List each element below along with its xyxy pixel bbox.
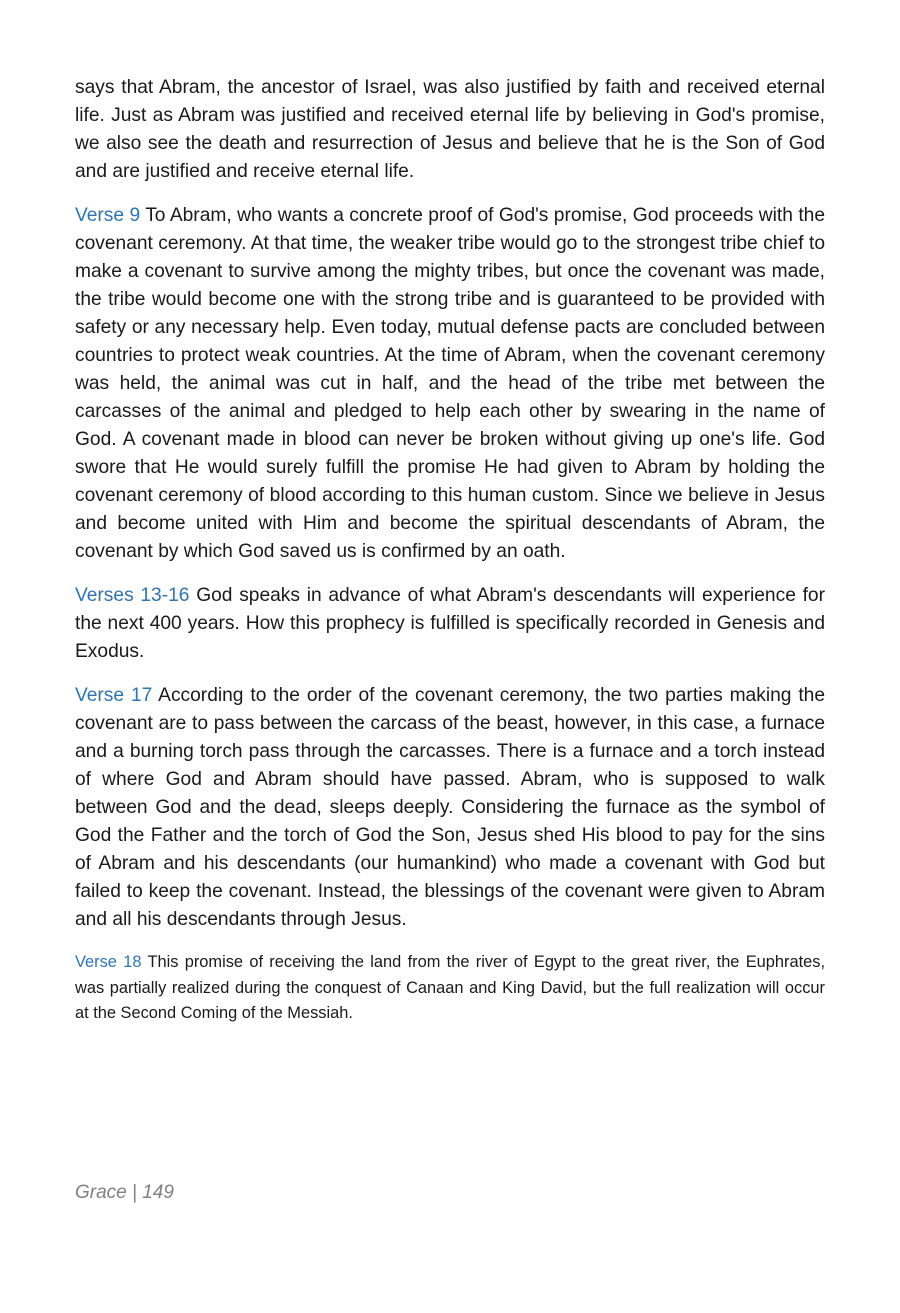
paragraph-continuation	[75, 74, 825, 186]
paragraph-verse-17	[75, 682, 825, 934]
paragraph-verse-18	[75, 950, 825, 1027]
verse-reference: Verses 13-16	[75, 585, 190, 606]
paragraph-text: This promise of receiving the land from the river of Egypt to the great river, the Euphrates, was partially realized during the conquest of Canaan and King David, but the full realization will occur at the Second Coming of the Messiah.	[75, 953, 825, 1022]
paragraph-text: says that Abram, the ancestor of Israel, was also justified by faith and received eternal life. Just as Abram was justified and received eternal life by believing in God's promise, we also see the death and resurrection of Jesus and believe that he is the Son of God and are justified and receive eternal life.	[75, 77, 825, 182]
page-footer: Grace | 149	[75, 1182, 174, 1203]
paragraph-text: To Abram, who wants a concrete proof of God's promise, God proceeds with the covenant ceremony. At that time, the weaker tribe would go to the strongest tribe chief to make a covenant to survive among the mighty tribes, but once the covenant was made, the tribe would become one with the strong tribe and is guaranteed to be provided with safety or any necessary help. Even today, mutual defense pacts are concluded between countries to protect weak countries. At the time of Abram, when the covenant ceremony was held, the animal was cut in half, and the head of the tribe met between the carcasses of the animal and pledged to help each other by swearing in the name of God. A covenant made in blood can never be broken without giving up one's life. God swore that He would surely fulfill the promise He had given to Abram by holding the covenant ceremony of blood according to this human custom. Since we believe in Jesus and become united with Him and become the spiritual descendants of Abram, the covenant by which God saved us is confirmed by an oath.	[75, 205, 825, 562]
paragraph-text: God speaks in advance of what Abram's descendants will experience for the next 400 years. How this prophecy is fulfilled is specifically recorded in Genesis and Exodus.	[75, 585, 825, 662]
paragraph-text: According to the order of the covenant ceremony, the two parties making the covenant are to pass between the carcass of the beast, however, in this case, a furnace and a burning torch pass through the carcasses. There is a furnace and a torch instead of where God and Abram should have passed. Abram, who is supposed to walk between God and the dead, sleeps deeply. Considering the furnace as the symbol of God the Father and the torch of God the Son, Jesus shed His blood to pay for the sins of Abram and his descendants (our humankind) who made a covenant with God but failed to keep the covenant. Instead, the blessings of the covenant were given to Abram and all his descendants through Jesus.	[75, 685, 825, 930]
verse-reference: Verse 9	[75, 205, 141, 226]
verse-reference: Verse 18	[75, 953, 142, 971]
page-body	[75, 74, 825, 1043]
verse-reference: Verse 17	[75, 685, 153, 706]
paragraph-verses-13-16	[75, 582, 825, 666]
paragraph-verse-9	[75, 202, 825, 566]
